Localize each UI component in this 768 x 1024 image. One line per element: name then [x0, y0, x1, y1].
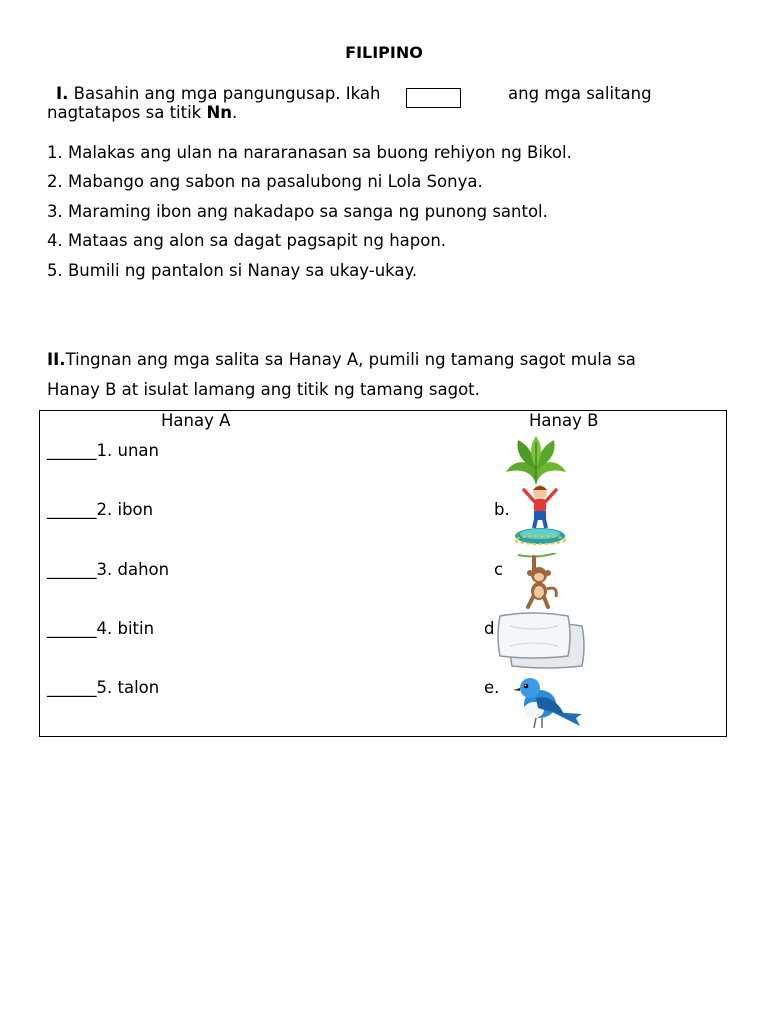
part2-number: II.	[47, 350, 66, 369]
item-a-1[interactable]	[47, 441, 159, 460]
sentence-2: 2. Mabango ang sabon na pasalubong ni Lola Sonya.	[47, 172, 483, 191]
item-a-label: 5. talon	[96, 678, 160, 697]
item-a-label: 1. unan	[96, 441, 159, 460]
monkey-icon	[516, 553, 562, 611]
part1-instruction-start: Basahin ang mga pangungusap. Ikah	[73, 84, 381, 103]
part1-number: I.	[56, 84, 69, 103]
column-a-header: Hanay A	[161, 411, 231, 430]
answer-blank[interactable]: ______	[47, 560, 97, 579]
letter-e: e.	[484, 678, 500, 697]
item-a-3[interactable]	[47, 560, 169, 579]
part2-instruction-line2: Hanay B at isulat lamang ang titik ng tamang sagot.	[47, 380, 480, 399]
answer-blank-box[interactable]	[406, 88, 461, 108]
answer-blank[interactable]: ______	[47, 441, 97, 460]
part1-period: .	[232, 103, 238, 122]
sentence-3: 3. Maraming ibon ang nakadapo sa sanga ng punong santol.	[47, 202, 548, 221]
part1-instruction-end: ang mga salitang	[508, 84, 652, 103]
item-a-label: 4. bitin	[96, 619, 155, 638]
item-a-4[interactable]	[47, 619, 154, 638]
jumping-boy-icon	[512, 482, 568, 548]
part1-instruction-line2-text: nagtatapos sa titik	[47, 103, 202, 122]
sentence-4: 4. Mataas ang alon sa dagat pagsapit ng hapon.	[47, 231, 447, 250]
sentence-5: 5. Bumili ng pantalon si Nanay sa ukay-ukay.	[47, 261, 418, 280]
item-a-label: 3. dahon	[96, 560, 170, 579]
part1-instruction-line1	[56, 84, 380, 103]
part2-instruction-line1	[47, 350, 636, 369]
letter-c: c	[494, 560, 504, 579]
answer-blank[interactable]: ______	[47, 619, 97, 638]
pillow-icon	[496, 612, 588, 670]
part1-instruction-line2	[47, 103, 237, 122]
part1-letter: Nn	[206, 103, 233, 122]
bird-icon	[512, 674, 584, 734]
column-b-header: Hanay B	[529, 411, 599, 430]
sentence-1: 1. Malakas ang ulan na nararanasan sa buong rehiyon ng Bikol.	[47, 143, 572, 162]
answer-blank[interactable]: ______	[47, 500, 97, 519]
item-a-label: 2. ibon	[96, 500, 154, 519]
item-a-5[interactable]	[47, 678, 159, 697]
leaves-icon	[500, 436, 572, 486]
letter-d: d	[484, 619, 495, 638]
part2-instruction-text: Tingnan ang mga salita sa Hanay A, pumili ng tamang sagot mula sa	[65, 350, 636, 369]
item-a-2[interactable]	[47, 500, 153, 519]
answer-blank[interactable]: ______	[47, 678, 97, 697]
letter-b: b.	[494, 500, 510, 519]
page-title: FILIPINO	[345, 43, 423, 62]
